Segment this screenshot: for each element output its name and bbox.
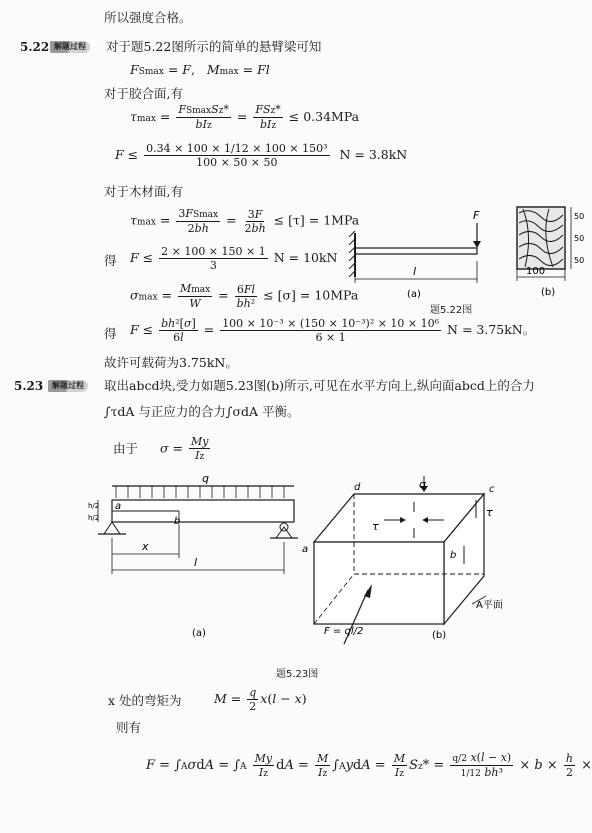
- glue-surface-label: 对于胶合面,有: [104, 86, 183, 101]
- problem-5-22-number: 5.22: [20, 40, 50, 54]
- force-limit-wood-equation: F ≤ $\frac{2 \times 100 \times 150 \times 1}{3}$ N = 10kN: [130, 245, 338, 272]
- sigma-max-equation: σmax = $\frac{Mmax}{W}$ = $\frac{6Fl}{\text{bh²}}$ ≤ [σ] = 10MPa: [130, 282, 359, 310]
- f2-denominator: 3: [209, 259, 217, 272]
- f3-denominator: 6 × 1: [315, 331, 346, 344]
- f1-numerator: 0.34 × 100 × 1/12 × 100 × 150³: [146, 142, 328, 155]
- fig523-a-label-a: a: [115, 501, 122, 512]
- fig522-label-b: (b): [541, 287, 556, 298]
- fig523-label-plane: A平面: [476, 600, 503, 611]
- problem-5-23-text2: ∫τdA 与正应力的合力∫σdA 平衡。: [104, 404, 300, 419]
- f1-result: N = 3.8kN: [339, 147, 408, 162]
- f1-denominator: 100 × 50 × 50: [196, 156, 278, 169]
- force-integral-equation: F = ∫AσdA = ∫A $\frac{My}{Iz}$ dA = $\frac{M}{Iz}$ ∫AydA = $\frac{M}{Iz}$ Sz* = $\frac{q/2 x(l - x)}{\text{1/12 bh³}}$ × b × $\frac{h}{2}$ ×: [146, 751, 592, 779]
- problem-5-23-text: 取出abcd块,受力如题5.23图(b)所示,可见在水平方向上,纵向面abcd上的合力: [104, 378, 535, 393]
- fig522-dim-100: 100: [526, 266, 546, 277]
- figure-5-23-caption: 题5.23图: [276, 669, 319, 680]
- tau-max-glue-equation: τmax = $\frac{\text{FSmaxSz*}}{\text{bIz}}$ = $\frac{\text{FSz*}}{\text{bIz}}$ ≤ 0.34MPa: [130, 103, 360, 131]
- sigma-rhs: ≤ [σ] = 10MPa: [263, 287, 359, 303]
- wood-surface-label: 对于木材面,有: [104, 184, 183, 199]
- youyu-label: 由于: [113, 441, 139, 456]
- moment-equation: M = $\frac{q}{2}$ x(l − x): [214, 686, 307, 713]
- fig522-dim-50-a: 50: [574, 212, 585, 221]
- fig523-label-tau-2: τ: [486, 506, 493, 519]
- fig523-label-F: F = ql/2: [324, 626, 364, 637]
- fig523-label-x: x: [142, 540, 149, 553]
- force-limit-glue-equation: F ≤ $\frac{\text{0.34 × 100 × 1/12 × 100 × 150³}}{100 \times 50 \times 50}$ N = 3.8kN: [115, 142, 408, 169]
- shear-moment-equation: FSmax = F, Mmax = Fl: [130, 62, 270, 77]
- fig523-label-l: l: [194, 556, 198, 569]
- fig523-a-label-b: b: [174, 516, 181, 527]
- sigma-formula: σ = $\frac{My}{Iz}$: [160, 435, 209, 462]
- fig523-b-label-a: a: [302, 544, 309, 555]
- fig522-dim-50-c: 50: [574, 256, 585, 265]
- fig522-label-F: F: [473, 209, 480, 222]
- problem-5-23-number: 5.23: [14, 379, 44, 393]
- tau-max-wood-equation: τmax = $\frac{3FSmax}{2bh}$ = $\frac{3F}{2bh}$ ≤ [τ] = 1MPa: [130, 207, 360, 235]
- fig523-label-tau-1: τ: [372, 520, 379, 533]
- fig523-label-a-caption: (a): [192, 628, 206, 639]
- fig523-label-sigma: σ: [419, 478, 426, 491]
- allowable-load-line: 故许可载荷为3.75kN。: [104, 355, 238, 370]
- de-label-2: 得: [104, 326, 117, 341]
- fig523-a-beam: [98, 486, 298, 574]
- figure-5-22: [345, 205, 585, 315]
- fig523-b-block: [314, 476, 486, 644]
- fig522-dim-50-b: 50: [574, 234, 585, 243]
- fig523-label-q: q: [202, 472, 209, 485]
- fig523-b-label-b: b: [450, 550, 457, 561]
- solution-badge: 解题过程: [50, 41, 90, 53]
- fig523-label-h2-top: h/2: [88, 502, 100, 510]
- f3-result: N = 3.75kN。: [447, 322, 536, 337]
- problem-5-22-text: 对于题5.22图所示的简单的悬臂梁可知: [106, 39, 322, 54]
- fig523-label-b-caption: (b): [432, 630, 447, 641]
- fig523-b-label-d: d: [354, 482, 361, 493]
- de-label-1: 得: [104, 253, 117, 268]
- zeyou-label: 则有: [116, 720, 142, 735]
- f2-numerator: 2 × 100 × 150 × 1: [161, 245, 266, 258]
- fig522-label-a: (a): [407, 289, 421, 300]
- intro-line: 所以强度合格。: [104, 10, 192, 25]
- fig522-label-l: l: [413, 265, 417, 278]
- tau1-rhs: ≤ 0.34MPa: [288, 109, 360, 124]
- f3-numerator: 100 × 10⁻³ × (150 × 10⁻³)² × 10 × 10⁶: [222, 317, 440, 330]
- figure-5-22-caption: 题5.22图: [430, 305, 473, 316]
- tau2-rhs: ≤ [τ] = 1MPa: [273, 212, 360, 228]
- figure-5-23: [84, 472, 584, 652]
- solution-badge-2: 解题过程: [48, 380, 88, 392]
- moment-label: x 处的弯矩为: [108, 693, 182, 708]
- fig523-b-label-c: c: [489, 484, 495, 495]
- f2-result: N = 10kN: [273, 250, 338, 265]
- force-limit-bending-equation: F ≤ $\frac{\text{bh²[σ]}}{6l}$ = $\frac{\text{100 × 10⁻³ × (150 × 10⁻³)² × 10 × 10⁶}}{6 \times 1}$ N = 3.75kN。: [130, 317, 536, 344]
- fig523-label-h2-bottom: h/2: [88, 514, 100, 522]
